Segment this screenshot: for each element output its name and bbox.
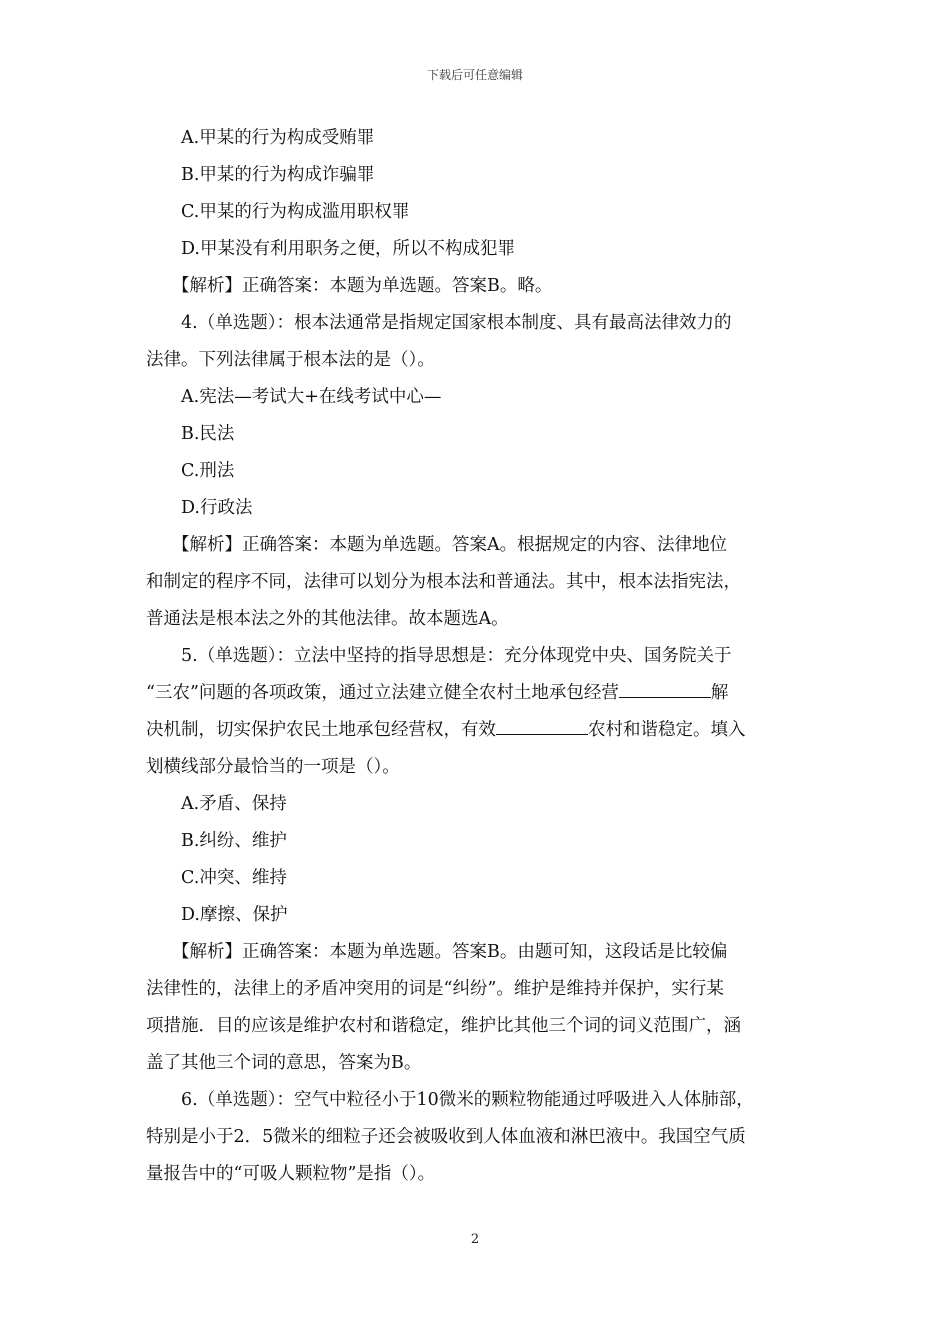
page-number: 2 <box>470 1232 480 1247</box>
q5-stem-text: 农村和谐稳定。填入 <box>588 720 746 740</box>
q3-option-a: A.甲某的行为构成受贿罪 <box>181 128 375 148</box>
q3-option-d: D.甲某没有利用职务之便，所以不构成犯罪 <box>181 239 515 259</box>
q4-option-c: C.刑法 <box>181 461 235 481</box>
page-header: 下载后可任意编辑 <box>426 68 523 82</box>
q3-analysis: 【解析】正确答案：本题为单选题。答案B。略。 <box>172 276 553 296</box>
q5-analysis-line: 项措施．目的应该是维护农村和谐稳定，维护比其他三个词的词义范围广，涵 <box>146 1016 741 1036</box>
q4-analysis-line: 普通法是根本法之外的其他法律。故本题选A。 <box>146 609 509 629</box>
q6-stem-line: 6.（单选题）：空气中粒径小于10微米的颗粒物能通过呼吸进入人体肺部， <box>181 1090 754 1110</box>
q5-option-b: B.纠纷、维护 <box>181 831 287 851</box>
q3-option-b: B.甲某的行为构成诈骗罪 <box>181 165 375 185</box>
q5-option-c: C.冲突、维持 <box>181 868 287 888</box>
document-body <box>146 120 814 1193</box>
q5-stem-text: 决机制，切实保护农民土地承包经营权，有效 <box>146 720 496 740</box>
q5-stem-line: 划横线部分最恰当的一项是（）。 <box>146 757 400 777</box>
q5-stem-text: “三农”问题的各项政策，通过立法建立健全农村土地承包经营 <box>146 683 619 703</box>
q5-stem-line <box>146 675 814 712</box>
q4-option-d: D.行政法 <box>181 498 253 518</box>
fill-blank-1 <box>619 677 711 698</box>
q5-stem-line <box>146 712 814 749</box>
q3-option-c: C.甲某的行为构成滥用职权罪 <box>181 202 410 222</box>
q4-analysis-line: 和制定的程序不同，法律可以划分为根本法和普通法。其中，根本法指宪法， <box>146 572 741 592</box>
fill-blank-2 <box>496 714 588 735</box>
q5-option-d: D.摩擦、保护 <box>181 905 288 925</box>
q4-stem-line: 4.（单选题）：根本法通常是指规定国家根本制度、具有最高法律效力的 <box>181 313 732 333</box>
q5-analysis-line: 盖了其他三个词的意思，答案为B。 <box>146 1053 422 1073</box>
q4-option-a: A.宪法—考试大+在线考试中心— <box>181 387 442 407</box>
q6-stem-line: 量报告中的“可吸人颗粒物”是指（）。 <box>146 1164 436 1184</box>
q5-stem-line: 5.（单选题）：立法中坚持的指导思想是：充分体现党中央、国务院关于 <box>181 646 732 666</box>
q5-option-a: A.矛盾、保持 <box>181 794 287 814</box>
q4-stem-line: 法律。下列法律属于根本法的是（）。 <box>146 350 435 370</box>
q5-analysis-line: 法律性的，法律上的矛盾冲突用的词是“纠纷”。维护是维持并保护，实行某 <box>146 979 724 999</box>
q5-analysis-line: 【解析】正确答案：本题为单选题。答案B。由题可知，这段话是比较偏 <box>172 942 728 962</box>
q4-analysis-line: 【解析】正确答案：本题为单选题。答案A。根据规定的内容、法律地位 <box>172 535 728 555</box>
q5-stem-text: 解 <box>710 683 729 703</box>
q6-stem-line: 特别是小于2．5微米的细粒子还会被吸收到人体血液和淋巴液中。我国空气质 <box>146 1127 746 1147</box>
q4-option-b: B.民法 <box>181 424 235 444</box>
